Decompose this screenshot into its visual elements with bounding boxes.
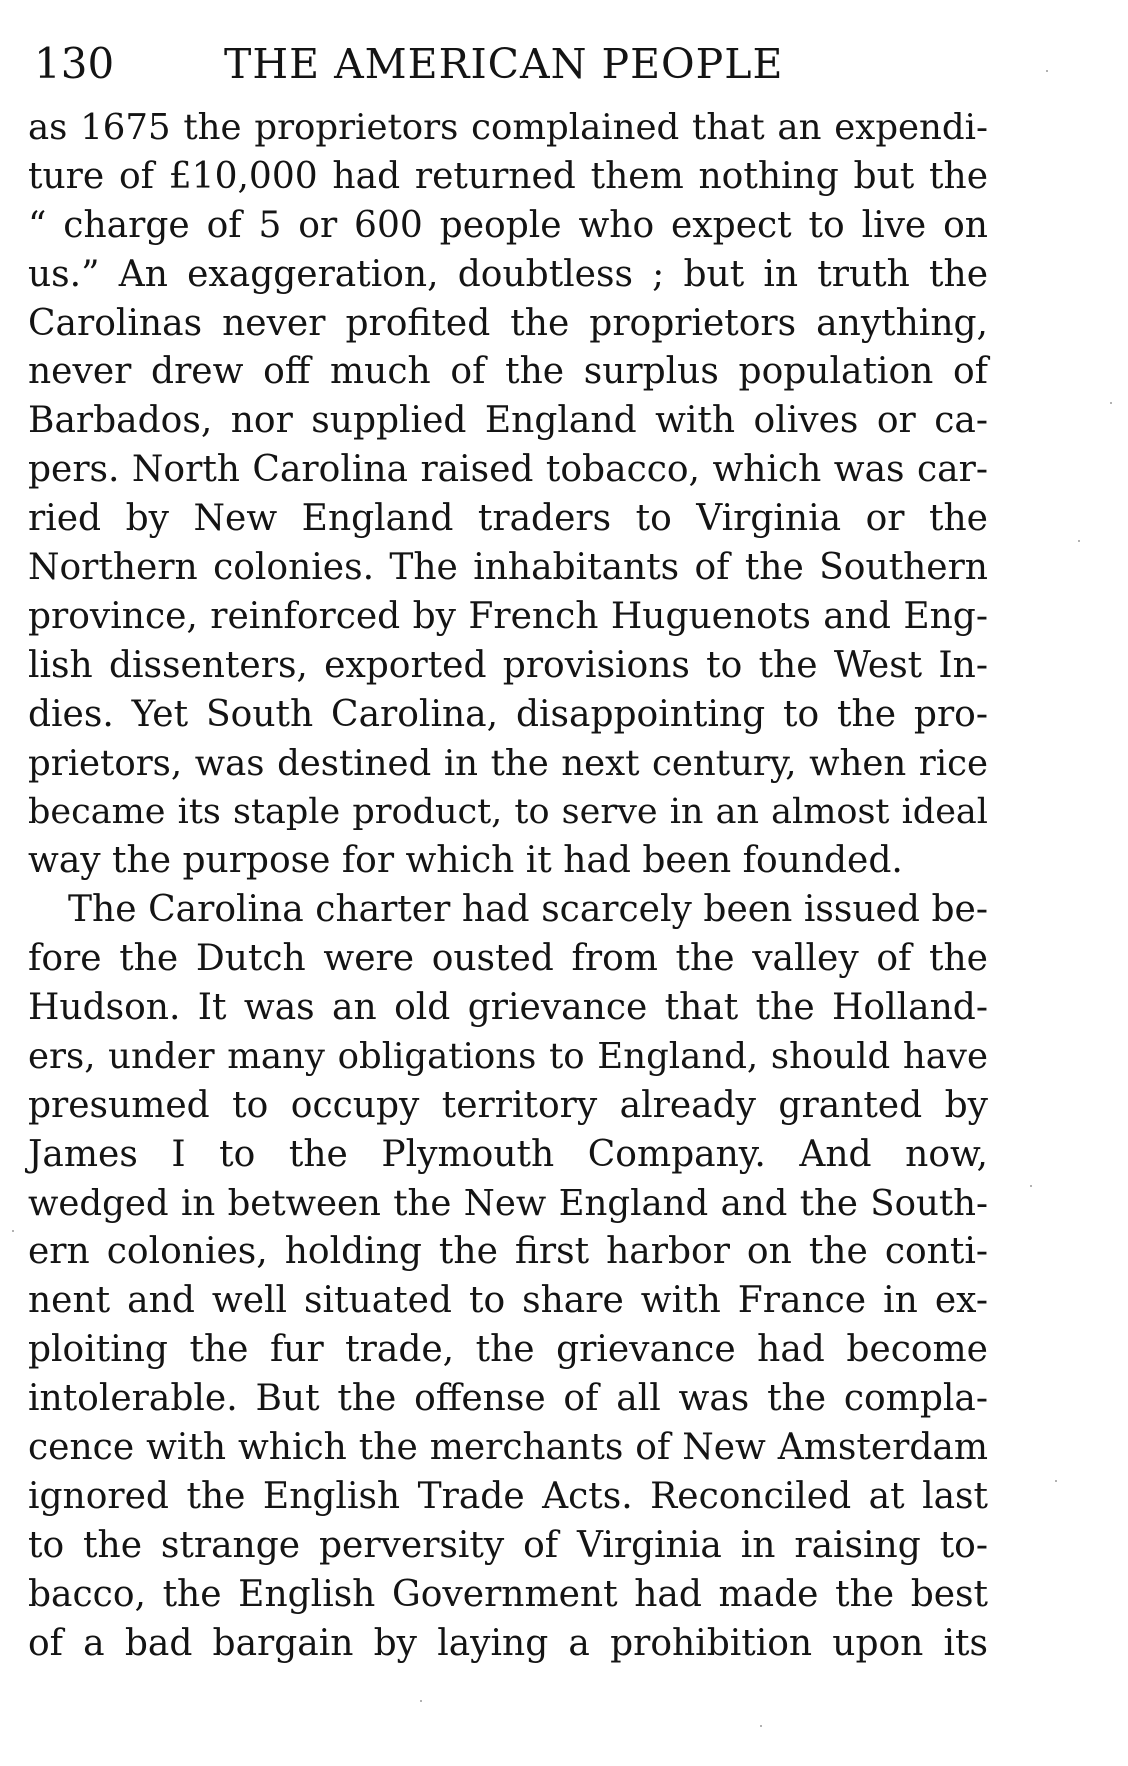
text-line: Hudson. It was an old grievance that the Holland- xyxy=(28,987,988,1029)
text-line: The Carolina charter had scarcely been issued be- xyxy=(68,889,988,931)
page-header xyxy=(28,34,988,94)
text-line: prietors, was destined in the next century, when rice xyxy=(28,742,988,784)
text-line: “ charge of 5 or 600 people who expect to live on xyxy=(28,204,988,246)
text-line: James I to the Plymouth Company. And now, xyxy=(28,1133,988,1175)
text-line: ers, under many obligations to England, should have xyxy=(28,1035,988,1077)
text-line: presumed to occupy territory already granted by xyxy=(28,1084,988,1126)
scan-speck xyxy=(1078,540,1080,542)
scan-speck xyxy=(1046,70,1048,72)
text-line: intolerable. But the offense of all was the compla- xyxy=(28,1378,988,1420)
text-line: Carolinas never profited the proprietors anything, xyxy=(28,302,988,344)
text-line: cence with which the merchants of New Amsterdam xyxy=(28,1427,988,1469)
page-number: 130 xyxy=(34,39,115,88)
scan-speck xyxy=(1110,402,1112,404)
text-line: lish dissenters, exported provisions to the West In- xyxy=(28,644,988,686)
running-head: THE AMERICAN PEOPLE xyxy=(224,40,784,88)
scan-speck xyxy=(420,1700,422,1702)
text-line: ried by New England traders to Virginia or the xyxy=(28,498,988,540)
text-line: fore the Dutch were ousted from the valley of the xyxy=(28,938,988,980)
text-line: of a bad bargain by laying a prohibition upon its xyxy=(28,1622,988,1664)
scan-speck xyxy=(1055,1480,1057,1482)
body-text xyxy=(28,104,988,1669)
text-line: wedged in between the New England and the South- xyxy=(28,1182,988,1224)
text-line: ture of £10,000 had returned them nothing but the xyxy=(28,155,988,197)
scan-speck xyxy=(12,1230,14,1232)
text-line: to the strange perversity of Virginia in raising to- xyxy=(28,1524,988,1566)
text-line: ignored the English Trade Acts. Reconciled at last xyxy=(28,1475,988,1517)
scan-speck xyxy=(760,1725,762,1727)
text-line: nent and well situated to share with France in ex- xyxy=(28,1280,988,1322)
text-line: way the purpose for which it had been founded. xyxy=(28,840,903,882)
text-line: pers. North Carolina raised tobacco, which was car- xyxy=(28,449,988,491)
text-line: ern colonies, holding the first harbor on the conti- xyxy=(28,1231,988,1273)
text-line: as 1675 the proprietors complained that an expendi- xyxy=(28,107,988,148)
text-line: us.” An exaggeration, doubtless ; but in truth the xyxy=(28,253,988,295)
scan-speck xyxy=(1030,1185,1032,1187)
text-line: Barbados, nor supplied England with olives or ca- xyxy=(28,400,988,442)
text-line: Northern colonies. The inhabitants of the Southern xyxy=(28,547,988,589)
text-line: bacco, the English Government had made the best xyxy=(28,1573,988,1615)
text-line: dies. Yet South Carolina, disappointing to the pro- xyxy=(28,693,988,735)
text-line: became its staple product, to serve in an almost ideal xyxy=(28,792,988,833)
text-line: never drew off much of the surplus population of xyxy=(28,351,988,393)
text-line: province, reinforced by French Huguenots and Eng- xyxy=(28,595,988,637)
text-line: ploiting the fur trade, the grievance had become xyxy=(28,1329,988,1371)
